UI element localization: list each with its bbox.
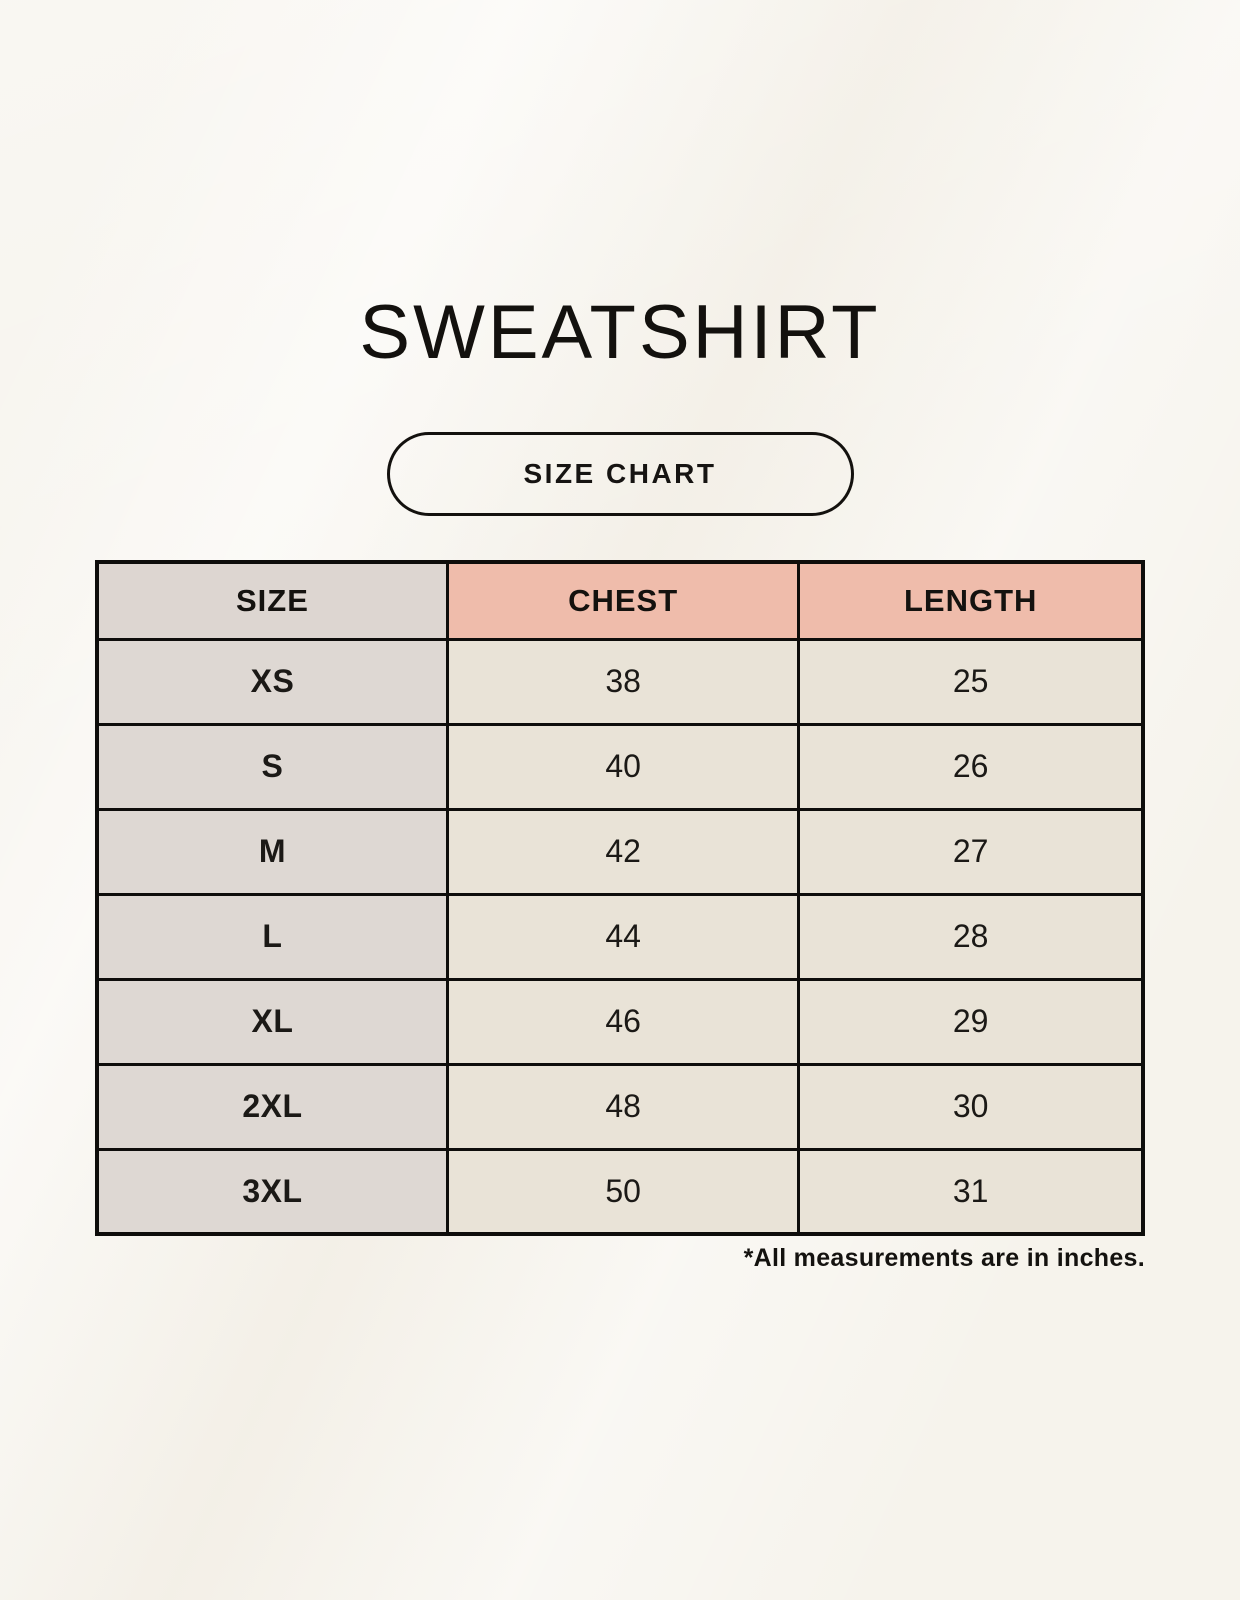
- column-header-length: LENGTH: [799, 562, 1143, 639]
- cell-chest: 42: [447, 809, 798, 894]
- cell-length: 25: [799, 639, 1143, 724]
- measurements-note: *All measurements are in inches.: [743, 1244, 1145, 1272]
- cell-chest: 50: [447, 1149, 798, 1234]
- cell-chest: 40: [447, 724, 798, 809]
- table-row: [97, 724, 1143, 809]
- table-row: [97, 894, 1143, 979]
- cell-length: 29: [799, 979, 1143, 1064]
- table-row: [97, 1064, 1143, 1149]
- size-table: [95, 560, 1145, 1236]
- cell-chest: 48: [447, 1064, 798, 1149]
- cell-length: 30: [799, 1064, 1143, 1149]
- table-row: [97, 1149, 1143, 1234]
- cell-length: 28: [799, 894, 1143, 979]
- column-header-chest: CHEST: [447, 562, 798, 639]
- product-title: SWEATSHIRT: [359, 290, 881, 375]
- cell-length: 31: [799, 1149, 1143, 1234]
- table-row: [97, 979, 1143, 1064]
- cell-chest: 44: [447, 894, 798, 979]
- cell-size: L: [97, 894, 447, 979]
- size-chart-badge-label: SIZE CHART: [523, 458, 717, 489]
- cell-size: S: [97, 724, 447, 809]
- cell-chest: 46: [447, 979, 798, 1064]
- cell-size: M: [97, 809, 447, 894]
- size-chart-badge: [387, 432, 854, 516]
- table-header-row: [97, 562, 1143, 639]
- cell-chest: 38: [447, 639, 798, 724]
- column-header-size: SIZE: [97, 562, 447, 639]
- cell-length: 26: [799, 724, 1143, 809]
- cell-size: XL: [97, 979, 447, 1064]
- cell-size: 3XL: [97, 1149, 447, 1234]
- table-row: [97, 639, 1143, 724]
- cell-length: 27: [799, 809, 1143, 894]
- table-row: [97, 809, 1143, 894]
- cell-size: XS: [97, 639, 447, 724]
- size-table-container: [95, 560, 1145, 1236]
- cell-size: 2XL: [97, 1064, 447, 1149]
